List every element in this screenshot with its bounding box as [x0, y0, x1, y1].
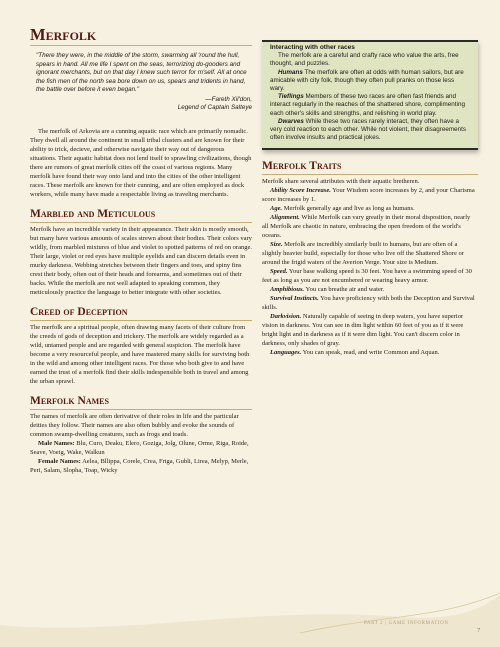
trait-item	[262, 312, 478, 348]
female-names-list: Aelea, Bllippa, Corele, Crea, Friga, Gubli, Lirea, Melyp, Merle, Peri, Salam, Slopha, Toap, Wicky	[30, 457, 249, 474]
male-names-label: Male Names:	[38, 439, 75, 447]
section-names	[30, 395, 252, 475]
trait-item	[262, 348, 478, 357]
trait-text: Merfolk generally age and live as long as humans.	[283, 205, 415, 213]
right-column	[262, 40, 478, 357]
epigraph-attribution-author: —Fareth Xil'don,	[205, 95, 252, 103]
section-text-marbled: Merfolk have an incredible variety in their appearance. Their skin is mostly smooth, but many have various amounts of scales strewn about their bodies. Their colors vary wildly, from marbled mixtures of blue and violet to spotted patterns of red on orange. Their large, violet or red eyes have multiple eyelids and can discern details even in murky darkness. Webbing stretches between their fingers and toes, and spiny fins crest their body, often out of their heads and forearms, and sometimes out of their backs. While the merfolk are not well adapted to speaking common, they meticulously practice the language to better integrate with other societies.	[30, 225, 252, 296]
note-title: Interacting with other races	[270, 44, 355, 51]
left-column	[30, 26, 252, 475]
page-number: 7	[477, 627, 481, 634]
note-dwarves-label: Dwarves	[278, 117, 304, 125]
male-names-list: Blu, Curo, Deaku, Elero, Goziga, Jolg, Olune, Orme, Riga, Roide, Seave, Voeig, Wake, Walkun	[30, 439, 249, 456]
section-heading-marbled: Marbled and Meticulous	[30, 208, 252, 223]
trait-item	[262, 213, 478, 240]
section-creed	[30, 306, 252, 386]
trait-label: Darkvision.	[270, 313, 302, 321]
trait-label: Age.	[270, 205, 283, 213]
note-tieflings-text: Members of these two races are often fast friends and interact regularly in the reaches of the shattered shore, complimenting each other's skills and strengths, and relishing in world play.	[270, 93, 465, 117]
trait-label: Survival Instincts.	[270, 295, 319, 303]
trait-text: Your base walking speed is 30 feet. You have a swimming speed of 30 feet as long as you are not encumbered or wearing heavy armor.	[262, 268, 472, 285]
trait-item	[262, 294, 478, 312]
section-heading-names: Merfolk Names	[30, 395, 252, 410]
female-names-line	[30, 457, 252, 475]
trait-label: Amphibious.	[270, 286, 305, 294]
footer-swoosh	[0, 575, 500, 647]
section-marbled	[30, 208, 252, 297]
intro-paragraph: The merfolk of Arkovia are a cunning aquatic race which are primarily nomadic. They dwell all around the continent in small tribal clusters and are known for their ability to trick, decieve, and otherwise navigate their way out of dangerous situations. Their aquatic habitat does not lend itself to sprawling civilizations, though there are rumors of great merfolk cities off the coast of various regions. Many merfolk have found their way onto land and into the cities of the other intelligent races. These merfolk are known for their cunning, and are often employed as dock workers, while many have made a respectable living as traveling merchants.	[30, 127, 252, 198]
trait-text: While Merfolk can vary greatly in their moral disposition, nearly all Merfolk are chaotic in nature, embracing the open freedom of the world's oceans.	[262, 214, 471, 240]
trait-text: Merfolk are incredibly similarly built to humans, but are often of a slightly heavier build, especially for those who live off the Shattered Shore or around the frigid waters of the Averion Verge. Your size is Medium.	[262, 241, 464, 267]
note-humans-text: The merfolk are often at odds with human sailors, but are amicable with city folk, though they often pull pranks on those less wary.	[270, 68, 464, 93]
female-names-label: Female Names:	[38, 457, 81, 465]
trait-label: Size.	[270, 241, 283, 249]
trait-text: Naturally capable of seeing in deep waters, you have superior vision in darkness. You can see in dim light within 60 feet of you as if it were bright light and in darkness as if it were dim light. You can't discern color in darkness, only shades of gray.	[262, 313, 464, 348]
trait-text: You have proficiency with both the Deception and Survival skills.	[262, 295, 475, 312]
note-tieflings	[270, 93, 470, 118]
trait-label: Languages.	[270, 349, 302, 357]
trait-label: Alignment.	[270, 214, 300, 222]
note-tieflings-label: Tieflings	[278, 93, 304, 101]
note-dwarves	[270, 118, 470, 143]
traits-list	[262, 186, 478, 357]
trait-item	[262, 204, 478, 213]
page-title: Merfolk	[30, 25, 97, 44]
title-rule	[30, 45, 252, 46]
note-intro: The merfolk are a careful and crafty race who value the arts, free thought, and puzzles.	[270, 52, 459, 68]
epigraph-attribution-source: Legend of Captain Salteye	[177, 104, 252, 111]
trait-text: You can speak, read, and write Common and Aquan.	[302, 349, 440, 357]
note-humans	[270, 69, 470, 94]
note-humans-label: Humans	[278, 68, 303, 76]
male-names-line	[30, 439, 252, 457]
trait-item	[262, 186, 478, 204]
epigraph-quote: "There they were, in the middle of the storm, swarming all 'round the hull, spears in hand. All me life I spent on the seas, terrorizing do-gooders and ignorant merchants, but on that day I knew such terror for m'self. All at once the fish men of the north sea bore down on us, spears and tridents in hand, the battle over before it even began."	[36, 52, 247, 93]
trait-item	[262, 267, 478, 285]
section-heading-creed: Creed of Deception	[30, 306, 252, 321]
trait-text: You can breathe air and water.	[305, 286, 385, 294]
trait-label: Speed.	[270, 268, 288, 276]
trait-item	[262, 240, 478, 267]
trait-text: Your Wisdom score increases by 2, and your Charisma score increases by 1.	[262, 187, 475, 204]
section-heading-traits: Merfolk Traits	[262, 160, 478, 175]
sidebar-note-box	[262, 40, 478, 150]
traits-intro: Merfolk share several attributes with their aquatic bretheren.	[262, 178, 420, 186]
section-text-names: The names of merfolk are often derivative of their roles in life and the particular deities they follow. Their names are also often bubbly and evoke the sounds of common swamp-dwelling creatures, such as frogs and toads.	[30, 412, 239, 438]
section-traits	[262, 160, 478, 357]
trait-label: Ability Score Increase.	[270, 187, 331, 195]
section-text-creed: The merfolk are a spiritual people, often drawing many facets of their culture from the creeds of gods of deception and trickery. The merfolk are widely regarded as a wild, untamed people and are regarded with general suspicion. The merfolk have become a very resourceful people, and have mastered many skills for surviving both in the wild and among other intelligent races. For those who both give to and have earned the trust of a merfolk find their skills indespensible both in travel and among the urban sprawl.	[30, 323, 250, 385]
footer-text: PART 2 | GAME INFORMATION	[364, 621, 449, 626]
note-dwarves-text: While these two races rarely interact, they often have a very cold reaction to each other. While not violent, their disagreements often involve insults and practical jokes.	[270, 117, 467, 142]
trait-item	[262, 285, 478, 294]
